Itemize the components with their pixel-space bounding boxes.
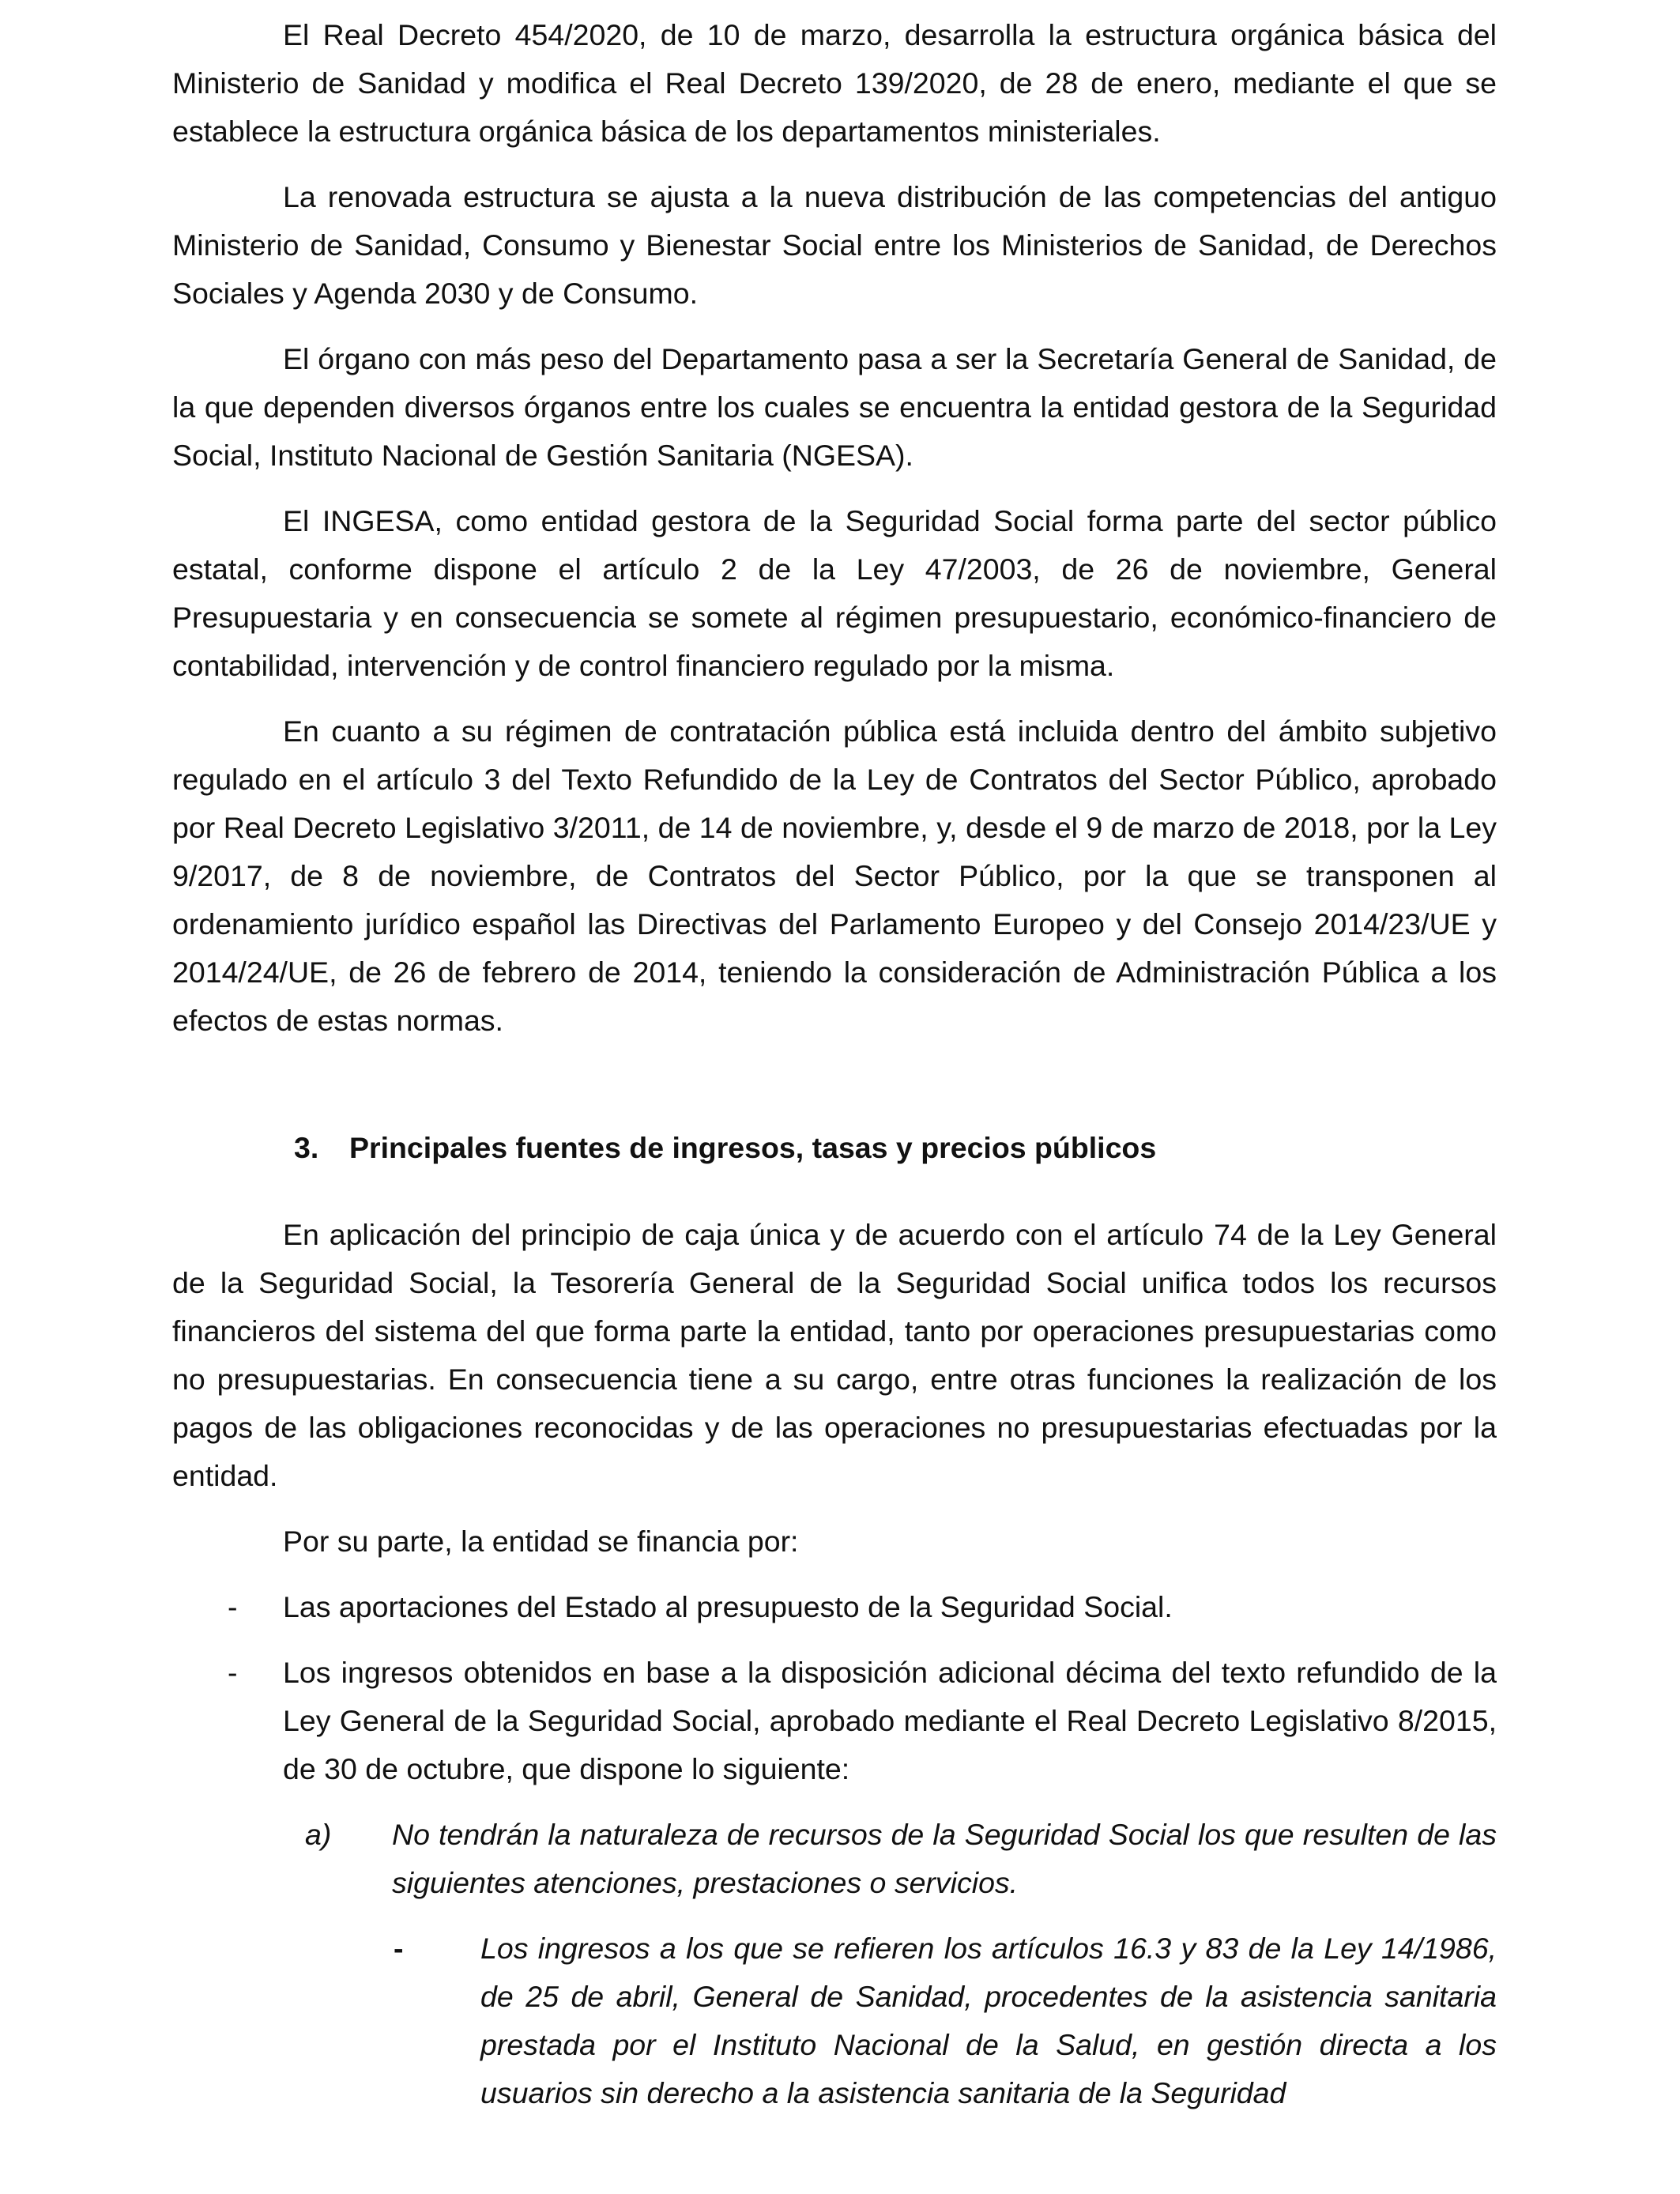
- paragraph-organo: El órgano con más peso del Departamento pasa a ser la Secretaría General de Sanidad, de la que dependen diversos órganos entre los cuales se encuentra la entidad gestora de la Seguridad Social, Instituto Nacional de Gestión Sanitaria (NGESA).: [172, 342, 1497, 472]
- list-dash-marker: -: [228, 1590, 238, 1623]
- sublist-marker: a): [305, 1818, 332, 1851]
- paragraph-financia: Por su parte, la entidad se financia por:: [283, 1525, 799, 1558]
- section-heading: [294, 1124, 1156, 1172]
- section-title: Principales fuentes de ingresos, tasas y precios públicos: [349, 1131, 1157, 1164]
- sublist-item-a: [172, 1811, 1497, 1907]
- nested-list-item: [172, 1924, 1497, 2117]
- paragraph-real-decreto: El Real Decreto 454/2020, de 10 de marzo, desarrolla la estructura orgánica básica del Ministerio de Sanidad y modifica el Real Decreto 139/2020, de 28 de enero, mediante el que se establece la estructura orgánica básica de los departamentos ministeriales.: [172, 18, 1497, 148]
- list-dash-marker: -: [228, 1656, 238, 1689]
- paragraph-contratacion: En cuanto a su régimen de contratación pública está incluida dentro del ámbito subjetivo regulado en el artículo 3 del Texto Refundido de la Ley de Contratos del Sector Público, aprobado por Real Decreto Legislativo 3/2011, de 14 de noviembre, y, desde el 9 de marzo de 2018, por la Ley 9/2017, de 8 de noviembre, de Contratos del Sector Público, por la que se transponen al ordenamiento jurídico español las Directivas del Parlamento Europeo y del Consejo 2014/23/UE y 2014/24/UE, de 26 de febrero de 2014, teniendo la consideración de Administración Pública a los efectos de estas normas.: [172, 714, 1497, 1037]
- list-item: [172, 1649, 1497, 1793]
- list-item: [172, 1583, 1497, 1631]
- document-body-top: [172, 11, 1497, 1062]
- section-number: 3.: [294, 1131, 319, 1164]
- list-item-text: Los ingresos obtenidos en base a la disposición adicional décima del texto refundido de la Ley General de la Seguridad Social, aprobado mediante el Real Decreto Legislativo 8/2015, de 30 de octubre, que dispone lo siguiente:: [283, 1656, 1497, 1785]
- list-item-text: Las aportaciones del Estado al presupuesto de la Seguridad Social.: [283, 1590, 1173, 1623]
- nested-list-item-text: Los ingresos a los que se refieren los artículos 16.3 y 83 de la Ley 14/1986, de 25 de abril, General de Sanidad, procedentes de la asistencia sanitaria prestada por el Instituto Nacional de la Salud, en gestión directa a los usuarios sin derecho a la asistencia sanitaria de la Seguridad: [480, 1932, 1497, 2109]
- paragraph-caja-unica: En aplicación del principio de caja única y de acuerdo con el artículo 74 de la Ley General de la Seguridad Social, la Tesorería General de la Seguridad Social unifica todos los recursos financieros del sistema del que forma parte la entidad, tanto por operaciones presupuestarias como no presupuestarias. En consecuencia tiene a su cargo, entre otras funciones la realización de los pagos de las obligaciones reconocidas y de las operaciones no presupuestarias efectuadas por la entidad.: [172, 1218, 1497, 1492]
- sublist-item-text: No tendrán la naturaleza de recursos de la Seguridad Social los que resulten de las siguientes atenciones, prestaciones o servicios.: [392, 1818, 1497, 1899]
- paragraph-ingesa: El INGESA, como entidad gestora de la Seguridad Social forma parte del sector público estatal, conforme dispone el artículo 2 de la Ley 47/2003, de 26 de noviembre, General Presupuestaria y en consecuencia se somete al régimen presupuestario, económico-financiero de contabilidad, intervención y de control financiero regulado por la misma.: [172, 504, 1497, 682]
- document-body-section: [172, 1211, 1497, 2117]
- paragraph-renovada-estructura: La renovada estructura se ajusta a la nueva distribución de las competencias del antiguo Ministerio de Sanidad, Consumo y Bienestar Social entre los Ministerios de Sanidad, de Derechos Sociales y Agenda 2030 y de Consumo.: [172, 180, 1497, 310]
- nested-dash-marker: -: [394, 1932, 404, 1965]
